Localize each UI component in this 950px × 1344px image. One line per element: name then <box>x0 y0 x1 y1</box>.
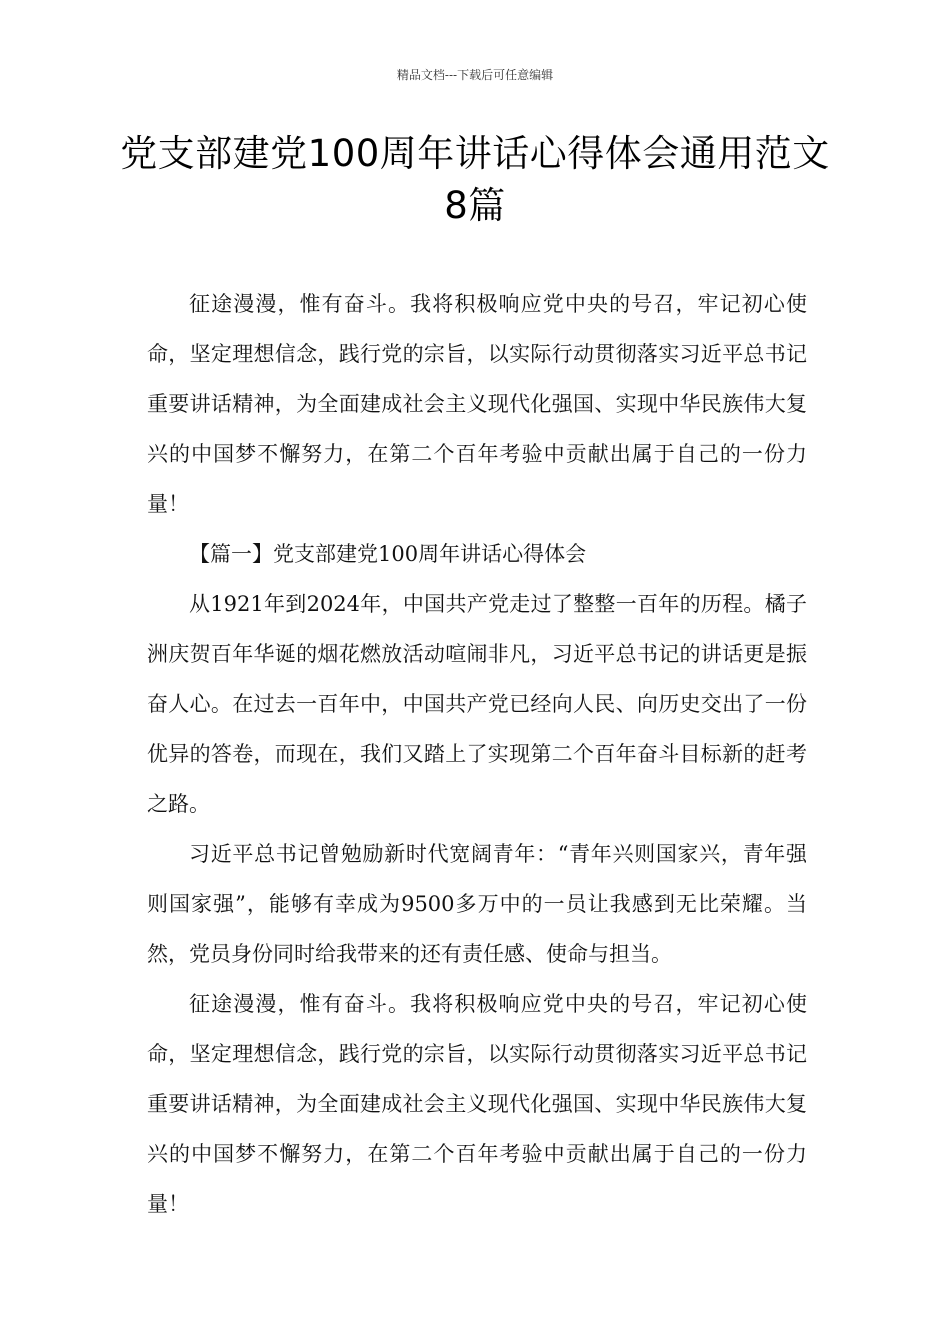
paragraph-closing: 征途漫漫，惟有奋斗。我将积极响应党中央的号召，牢记初心使命，坚定理想信念，践行党的宗旨，以实际行动贯彻落实习近平总书记重要讲话精神，为全面建成社会主义现代化强国、实现中华民族伟大复兴的中国梦不懈努力，在第二个百年考验中贡献出属于自己的一份力量！ <box>147 992 807 1216</box>
header-note: 精品文档---下载后可任意编辑 <box>396 68 554 82</box>
paragraph-intro: 征途漫漫，惟有奋斗。我将积极响应党中央的号召，牢记初心使命，坚定理想信念，践行党的宗旨，以实际行动贯彻落实习近平总书记重要讲话精神，为全面建成社会主义现代化强国、实现中华民族伟大复兴的中国梦不懈努力，在第二个百年考验中贡献出属于自己的一份力量！ <box>147 292 807 516</box>
document-title: 党支部建党100周年讲话心得体会通用范文8篇 <box>120 132 830 227</box>
paragraph-youth: 习近平总书记曾勉励新时代宽阔青年：“青年兴则国家兴，青年强则国家强”，能够有幸成为9500多万中的一员让我感到无比荣耀。当然，党员身份同时给我带来的还有责任感、使命与担当。 <box>147 842 807 966</box>
section-heading-1: 【篇一】党支部建党100周年讲话心得体会 <box>189 542 587 566</box>
paragraph-history: 从1921年到2024年，中国共产党走过了整整一百年的历程。橘子洲庆贺百年华诞的烟花燃放活动喧闹非凡，习近平总书记的讲话更是振奋人心。在过去一百年中，中国共产党已经向人民、向历史交出了一份优异的答卷，而现在，我们又踏上了实现第二个百年奋斗目标新的赶考之路。 <box>147 592 807 816</box>
document-body <box>147 279 807 1229</box>
